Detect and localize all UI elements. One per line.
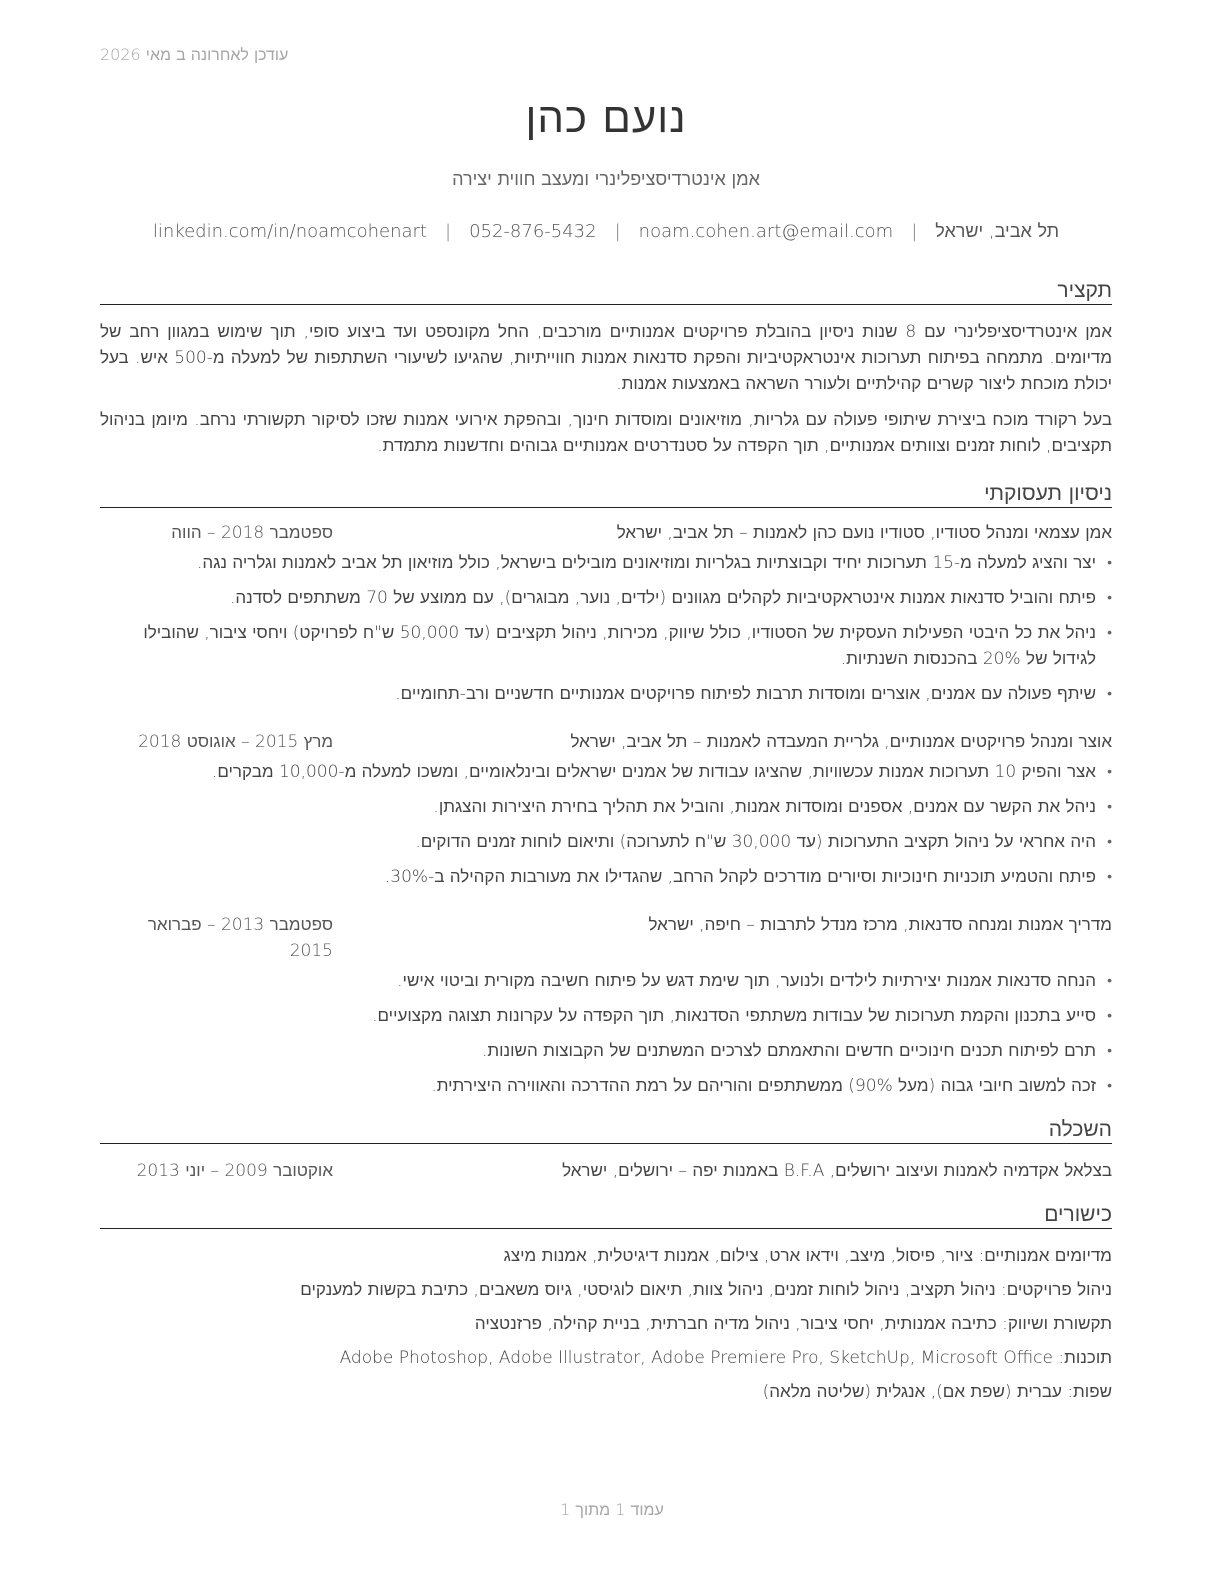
summary-heading: תקציר bbox=[100, 276, 1112, 305]
skills-heading: כישורים bbox=[100, 1200, 1112, 1229]
skill-line: ניהול פרויקטים: ניהול תקציב, ניהול לוחות זמנים, ניהול צוות, תיאום לוגיסטי, גיוס משאבים, כתיבת בקשות למענקים bbox=[300, 1280, 1112, 1300]
job-bullet: • תרם לפיתוח תכנים חינוכיים חדשים והתאמתם לצרכים המשתנים של הקבוצות השונות. bbox=[100, 1038, 1112, 1064]
summary-paragraph: בעל רקורד מוכח ביצירת שיתופי פעולה עם גלריות, מוזיאונים ומוסדות חינוך, ובהפקת אירועי אמנות שזכו לסיקור תקשורתי נרחב. מיומן בניהול תקציבים, לוחות זמנים וצוותים אמנותיים, תוך הקפדה על סטנדרטים אמנותיים גבוהים וחדשנות מתמדת. bbox=[100, 410, 1112, 456]
job-bullet: • יצר והציג למעלה מ-15 תערוכות יחיד וקבוצתיות בגלריות ומוזיאונים מובילים בישראל, כולל מוזיאון תל אביב לאמנות וגלריה נגה. bbox=[100, 550, 1112, 576]
job-role: מדריך אמנות ומנחה סדנאות, מרכז מנדל לתרבות – חיפה, ישראל bbox=[648, 915, 1112, 935]
job-bullet: • היה אחראי על ניהול תקציב התערוכות (עד 30,000 ש"ח לתערוכה) ותיאום לוחות זמנים הדוקים. bbox=[100, 829, 1112, 855]
experience-heading: ניסיון תעסוקתי bbox=[100, 479, 1112, 508]
contact-line bbox=[100, 220, 1112, 244]
summary-section bbox=[100, 319, 1112, 459]
person-name: נועם כהן bbox=[525, 93, 687, 142]
job-role: אוצר ומנהל פרויקטים אמנותיים, גלריית המעבדה לאמנות – תל אביב, ישראל bbox=[570, 732, 1112, 752]
job-bullet: • ניהל את כל היבטי הפעילות העסקית של הסטודיו, כולל שיווק, מכירות, ניהול תקציבים (עד 50,000 ש"ח לפרויקט) ויחסי ציבור, שהובילו לגידול של 20% בהכנסות השנתיות. bbox=[100, 620, 1112, 672]
skill-line: תקשורת ושיווק: כתיבה אמנותית, יחסי ציבור, ניהול מדיה חברתית, בניית קהילה, פרזנטציה bbox=[474, 1314, 1112, 1334]
job-bullet: • אצר והפיק 10 תערוכות אמנות עכשוויות, שהציגו עבודות של אמנים ישראלים ובינלאומיים, ומשכו למעלה מ-10,000 מבקרים. bbox=[100, 759, 1112, 785]
education-degree: בצלאל אקדמיה לאמנות ועיצוב ירושלים, B.F.A באמנות יפה – ירושלים, ישראל bbox=[562, 1161, 1112, 1181]
education-entry bbox=[100, 1158, 1112, 1184]
page-number: עמוד 1 מתוך 1 bbox=[560, 1500, 664, 1519]
summary-paragraph: אמן אינטרדיסציפלינרי עם 8 שנות ניסיון בהובלת פרויקטים אמנותיים מורכבים, החל מקונספט ועד ביצוע סופי, תוך שימוש במגוון רחב של מדיומים. מתמחה בפיתוח תערוכות אינטראקטיביות והפקת סדנאות אמנות חווייתיות, שהגיעו לשיעורי השתתפות של למעלה מ-500 איש. בעל יכולת מוכחת ליצור קשרים קהילתיים ולעורר השראה באמצעות אמנות. bbox=[100, 322, 1112, 394]
professional-title: אמן אינטרדיסציפלינרי ומעצב חווית יצירה bbox=[452, 169, 760, 190]
skill-line: תוכנות: Adobe Photoshop, Adobe Illustrator, Adobe Premiere Pro, SketchUp, Microsoft Office bbox=[339, 1348, 1112, 1368]
contact-linkedin[interactable]: linkedin.com/in/noamcohenart bbox=[152, 221, 427, 242]
job-bullet: • שיתף פעולה עם אמנים, אוצרים ומוסדות תרבות לפיתוח פרויקטים אמנותיים חדשניים ורב-תחומיים. bbox=[100, 681, 1112, 707]
contact-email[interactable]: noam.cohen.art@email.com bbox=[638, 221, 894, 242]
skill-line: שפות: עברית (שפת אם), אנגלית (שליטה מלאה) bbox=[762, 1382, 1112, 1402]
job-bullet: • ניהל את הקשר עם אמנים, אספנים ומוסדות אמנות, והוביל את תהליך בחירת היצירות והצגתן. bbox=[100, 794, 1112, 820]
job-dates: ספטמבר 2018 – הווה bbox=[171, 523, 333, 543]
contact-separator: | bbox=[911, 221, 918, 242]
skill-line: מדיומים אמנותיים: ציור, פיסול, מיצב, וידאו ארט, צילום, אמנות דיגיטלית, אמנות מיצג bbox=[503, 1246, 1112, 1266]
job-dates: מרץ 2015 – אוגוסט 2018 bbox=[138, 732, 333, 752]
contact-separator: | bbox=[444, 221, 452, 242]
contact-phone[interactable]: 052-876-5432 bbox=[469, 221, 597, 242]
job-bullet: • פיתח והוביל סדנאות אמנות אינטראקטיביות לקהלים מגוונים (ילדים, נוער, מבוגרים), עם ממוצע של 70 משתתפים לסדנה. bbox=[100, 585, 1112, 611]
resume-page bbox=[100, 90, 1112, 1413]
job-bullet: • סייע בתכנון והקמת תערוכות של עבודות משתתפי הסדנאות, תוך הקפדה על עקרונות תצוגה מקצועיים. bbox=[100, 1003, 1112, 1029]
job-entry bbox=[100, 729, 1112, 890]
job-dates: ספטמבר 2013 – פברואר 2015 bbox=[147, 915, 333, 961]
job-bullet: • זכה למשוב חיובי גבוה (מעל 90%) ממשתתפים והוריהם על רמת ההדרכה והאווירה היצירתית. bbox=[100, 1073, 1112, 1099]
job-bullet: • הנחה סדנאות אמנות יצירתיות לילדים ולנוער, תוך שימת דגש על פיתוח חשיבה מקורית וביטוי אישי. bbox=[100, 968, 1112, 994]
job-bullet: • פיתח והטמיע תוכניות חינוכיות וסיורים מודרכים לקהל הרחב, שהגדילו את מעורבות הקהילה ב-30%. bbox=[100, 864, 1112, 890]
contact-location: תל אביב, ישראל bbox=[935, 221, 1060, 242]
job-entry bbox=[100, 912, 1112, 1099]
job-role: אמן עצמאי ומנהל סטודיו, סטודיו נועם כהן לאמנות – תל אביב, ישראל bbox=[616, 523, 1112, 543]
skills-section bbox=[100, 1243, 1112, 1405]
job-entry bbox=[100, 520, 1112, 707]
last-updated: עודכן לאחרונה ב מאי 2026 bbox=[100, 45, 289, 64]
education-dates: אוקטובר 2009 – יוני 2013 bbox=[136, 1161, 333, 1181]
education-heading: השכלה bbox=[100, 1115, 1112, 1144]
contact-separator: | bbox=[614, 221, 621, 242]
